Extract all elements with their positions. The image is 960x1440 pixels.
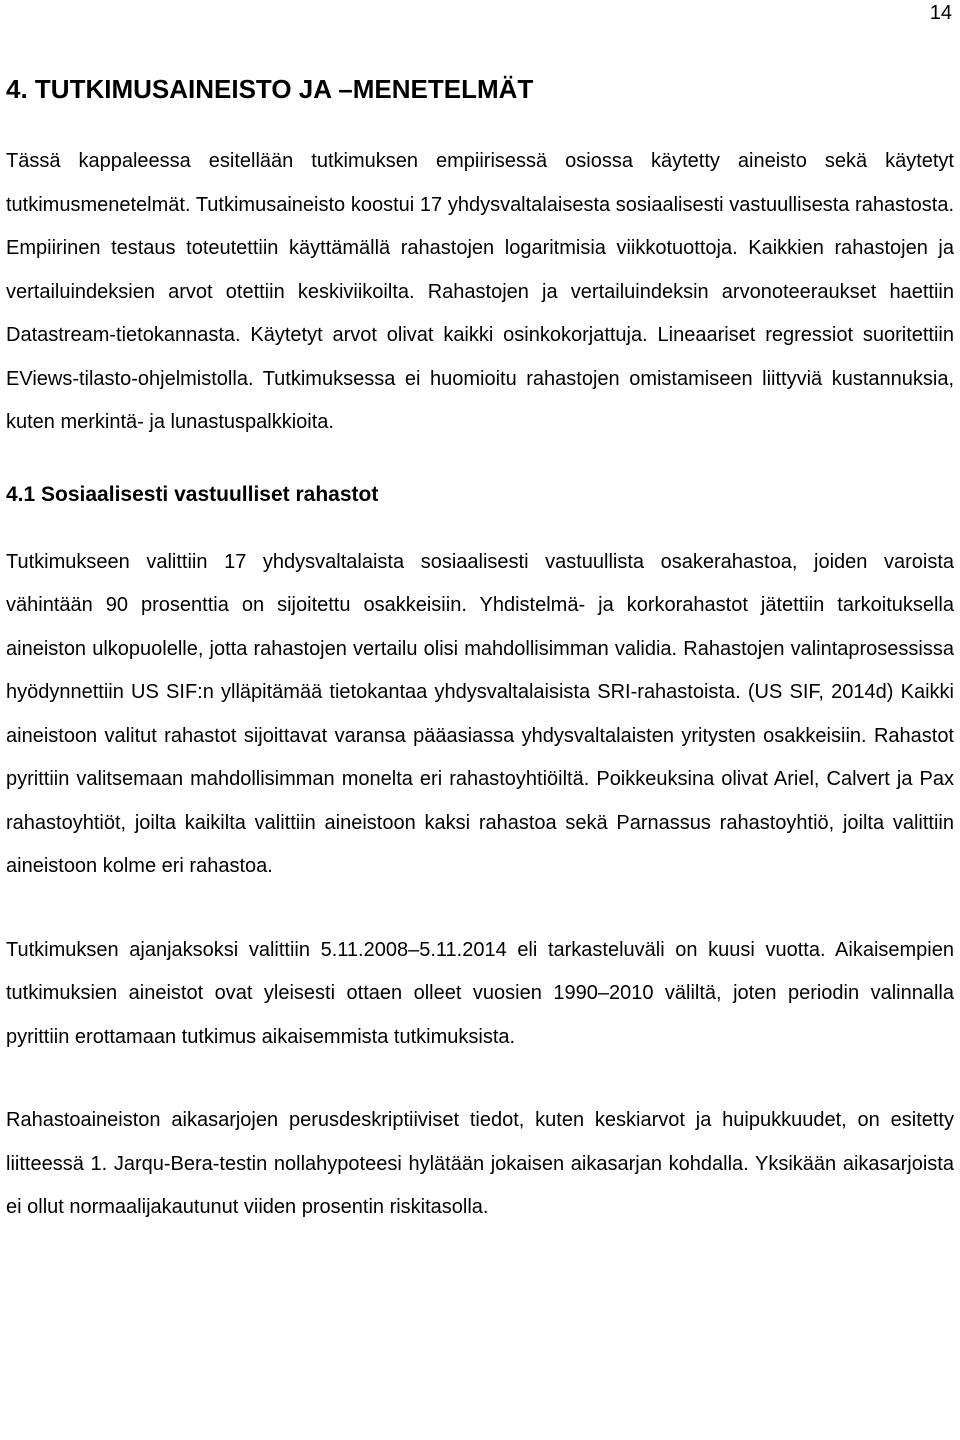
page-number: 14 xyxy=(929,2,952,24)
chapter-intro-paragraph: Tässä kappaleessa esitellään tutkimuksen empiirisessä osiossa käytetty aineisto sekä käytetyt tutkimusmenetelmät. Tutkimusaineisto koostui 17 yhdysvaltalaisesta sosiaalisesti vastuullisesta rahastosta. Empiirinen testaus toteutettiin käyttämällä rahastojen logaritmisia viikkotuottoja. Kaikkien rahastojen ja vertailuindeksien arvot otettiin keskiviikoilta. Rahastojen ja vertailuindeksin arvonoteeraukset haettiin Datastream-tietokannasta. Käytetyt arvot olivat kaikki osinkokorjattuja. Lineaariset regressiot suoritettiin EViews-tilasto-ohjelmistolla. Tutkimuksessa ei huomioitu rahastojen omistamiseen liittyviä kustannuksia, kuten merkintä- ja lunastuspalkkioita. xyxy=(6,150,954,433)
chapter-title: 4. TUTKIMUSAINEISTO JA –MENETELMÄT xyxy=(6,74,534,104)
section-title: 4.1 Sosiaalisesti vastuulliset rahastot xyxy=(6,482,379,506)
section-paragraph-1: Tutkimukseen valittiin 17 yhdysvaltalaista sosiaalisesti vastuullista osakerahastoa, joiden varoista vähintään 90 prosenttia on sijoitettu osakkeisiin. Yhdistelmä- ja korkorahastot jätettiin tarkoituksella aineiston ulkopuolelle, jotta rahastojen vertailu olisi mahdollisimman validia. Rahastojen valintaprosessissa hyödynnettiin US SIF:n ylläpitämää tietokantaa yhdysvaltalaisista SRI-rahastoista. (US SIF, 2014d) Kaikki aineistoon valitut rahastot sijoittavat varansa pääasiassa yhdysvaltalaisten yritysten osakkeisiin. Rahastot pyrittiin valitsemaan mahdollisimman monelta eri rahastoyhtiöiltä. Poikkeuksina olivat Ariel, Calvert ja Pax rahastoyhtiöt, joilta kaikilta valittiin aineistoon kaksi rahastoa sekä Parnassus rahastoyhtiö, joilta valittiin aineistoon kolme eri rahastoa. xyxy=(6,550,954,877)
page-body xyxy=(6,62,954,1270)
section-paragraph-3: Rahastoaineiston aikasarjojen perusdeskriptiiviset tiedot, kuten keskiarvot ja huipukkuudet, on esitetty liitteessä 1. Jarqu-Bera-testin nollahypoteesi hylätään jokaisen aikasarjan kohdalla. Yksikään aikasarjoista ei ollut normaalijakautunut viiden prosentin riskitasolla. xyxy=(6,1109,954,1218)
section-paragraph-2: Tutkimuksen ajanjaksoksi valittiin 5.11.2008–5.11.2014 eli tarkasteluväli on kuusi vuotta. Aikaisempien tutkimuksien aineistot ovat yleisesti ottaen olleet vuosien 1990–2010 väliltä, joten periodin valinnalla pyrittiin erottamaan tutkimus aikaisemmista tutkimuksista. xyxy=(6,938,954,1048)
